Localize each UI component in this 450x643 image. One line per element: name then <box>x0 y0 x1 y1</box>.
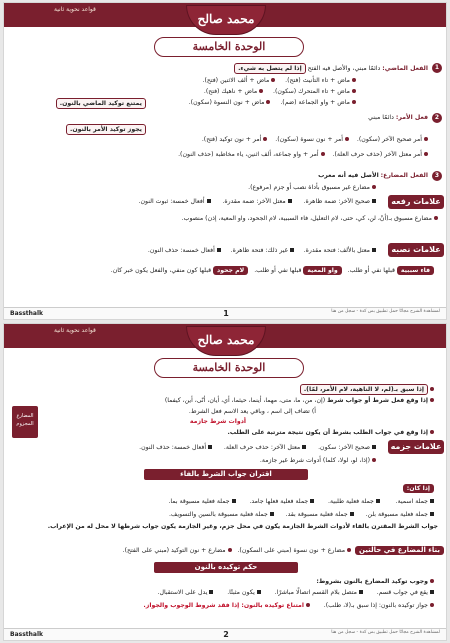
bullet-icon <box>430 387 434 391</box>
rule-row <box>10 484 434 493</box>
rule-row <box>10 456 376 465</box>
bullet-icon <box>306 603 310 607</box>
rule-row <box>10 407 316 416</box>
square-icon <box>372 199 376 203</box>
rule-row <box>10 510 434 519</box>
square-icon <box>232 499 236 503</box>
bullet-icon <box>424 152 428 156</box>
rule-item: متصل بلام القسم اتصالًا مباشرًا. <box>274 589 357 596</box>
present-tense-heading <box>10 171 428 180</box>
rule-item: ماض + تاء المتحرك (سكون). <box>273 88 350 95</box>
imperative-label: فعل الأمر: <box>395 114 428 121</box>
rule-item: إذا سبق بـ(لم، لا الناهية، لام الأمر، لمّا). <box>300 384 428 395</box>
footer-note: لمشاهدة الشرح مجانًا حمل تطبيق بس كدة - سجل من هنا <box>331 309 440 314</box>
rule-row <box>10 384 434 395</box>
bullet-icon <box>430 603 434 607</box>
rule-row <box>10 124 146 135</box>
rule-item: أمر صحيح الآخر (سكون). <box>356 136 422 143</box>
rule-item: إذا وقع في جواب الطلب بشرط أن يكون نتيجة مترتبة على الطلب. <box>227 429 428 436</box>
rule-item: أمر + واو جماعة، ألف اثنين، ياء مخاطبة (حذف النون). <box>178 151 319 158</box>
rule-item: جواز توكيده بالنون: إذا سبق بـ(لا، طلب). <box>323 602 428 609</box>
rule-item: (إذا، لو، لولا، كلما) أدوات شرط غير جازمة. <box>259 457 370 464</box>
rule-item: أفعال خمسة: حذف النون. <box>139 444 207 451</box>
rule-row <box>10 98 146 109</box>
square-icon <box>376 499 380 503</box>
rule-item: أمر معتل الآخر (حذف حرف العلة). <box>332 151 422 158</box>
bullet-icon <box>372 185 376 189</box>
imperative-rule: دائمًا مبني <box>368 114 394 121</box>
particle-tag: واو المعية <box>303 266 341 275</box>
rule-row <box>10 588 434 597</box>
jazm-heading: علامات جزمه <box>388 440 444 454</box>
section-number: 3 <box>432 171 442 181</box>
imperative-heading <box>10 113 428 122</box>
rule-row <box>10 135 428 144</box>
bullet-icon <box>372 458 376 462</box>
rule-row <box>10 428 434 437</box>
page-2 <box>3 323 447 641</box>
author-logo: محمد صالح <box>186 5 266 35</box>
square-icon <box>217 248 221 252</box>
bullet-icon <box>228 548 232 552</box>
rule-row <box>10 87 356 96</box>
page-footer <box>4 628 446 640</box>
bullet-icon <box>352 89 356 93</box>
page-footer <box>4 307 446 319</box>
bina-heading: بناء المضارع في حالتين <box>355 546 444 555</box>
page-number: 1 <box>223 309 229 318</box>
unit-title: الوحدة الخامسة <box>154 37 304 57</box>
rule-item: معتل بالألف: فتحة مقدرة. <box>303 247 370 254</box>
rule-item: جملة فعلية مسبوقة بما. <box>168 498 230 505</box>
rule-item: أفعال خمسة: ثبوت النون. <box>138 198 205 205</box>
bullet-icon <box>430 430 434 434</box>
rule-item: أمر + نون توكيد (فتح). <box>201 136 262 143</box>
rule-item: ماض + تاء التأنيث (فتح). <box>285 77 350 84</box>
rule-item: ماض + ألف الاثنين (فتح). <box>202 77 270 84</box>
bullet-icon <box>266 100 270 104</box>
rule-item: جملة فعلية مسبوقة بقد. <box>285 511 348 518</box>
rule-item: معتل الآخر: ضمة مقدرة. <box>222 198 286 205</box>
bullet-icon <box>430 398 434 402</box>
rule-row <box>10 497 434 506</box>
rule-row <box>10 183 376 192</box>
brand-logo: Bassthalk <box>10 631 43 638</box>
rule-row <box>10 197 376 206</box>
rule-item: جملة فعلية مسبوقة بلن. <box>365 511 428 518</box>
rule-item: صحيح الآخر: سكون. <box>318 444 370 451</box>
banner-text: قواعد نحوية ثانية <box>54 327 96 334</box>
past-tense-heading <box>10 63 428 74</box>
rule-item: معتل الآخر: حذف حرف العلة. <box>223 444 301 451</box>
particle-note: قبلها نفي أو طلب. <box>254 267 302 274</box>
jussive-badge: المضارع المجزوم <box>12 406 38 438</box>
present-tense-label: الفعل المضارع: <box>380 172 428 179</box>
rule-item: ماض + ناهيك (فتح). <box>203 88 258 95</box>
rule-row <box>10 577 434 586</box>
bullet-icon <box>321 152 325 156</box>
square-icon <box>372 248 376 252</box>
past-emphasis-note: يمتنع توكيد الماضي بالنون. <box>56 98 146 109</box>
conditional-tag: أدوات شرط جازمة <box>189 418 246 425</box>
rule-row <box>10 396 434 405</box>
rule-item: يكون مثبتًا. <box>227 589 255 596</box>
section-number: 2 <box>432 113 442 123</box>
unit-title: الوحدة الخامسة <box>154 358 304 378</box>
rule-item: صحيح الآخر: ضمة ظاهرة. <box>303 198 370 205</box>
rule-row <box>10 546 444 555</box>
rule-item: مضارع مسبوق بـ(أنْ، لن، كي، حتى، لام التعليل، فاء السببية، لام الجحود، واو المعية، إذن) منصوب. <box>181 215 432 222</box>
rule-item: مضارع + نون نسوة (مبني على السكون). <box>237 547 346 554</box>
rule-item: ماض + نون النسوة (سكون). <box>188 99 265 106</box>
rule-item: جواب الشرط المقترن بالفاء لأدوات الشرط الجازمة يكون في محل جزم، وغير الجازمة يكون جواب شرطها لا محل له من الإعراب. <box>47 523 438 530</box>
square-icon <box>288 199 292 203</box>
author-logo: محمد صالح <box>186 326 266 356</box>
section-number: 1 <box>432 63 442 73</box>
rule-row <box>10 601 434 610</box>
bullet-icon <box>263 137 267 141</box>
rule-item: جملة فعلية طلبية. <box>328 498 374 505</box>
brand-logo: Bassthalk <box>10 310 43 317</box>
square-icon <box>350 512 354 516</box>
rule-item: أمر + نون نسوة (سكون). <box>275 136 344 143</box>
rule-row <box>8 215 438 223</box>
raf-heading: علامات رفعه <box>388 195 444 209</box>
tawkid-heading: حكم توكيده بالنون <box>154 562 298 573</box>
particle-note: قبلها كون منفي، والفعل يكون خبر كان. <box>110 267 212 274</box>
present-tense-rule: الأصل فيه أنه معرب <box>318 172 379 179</box>
particle-tag: لام جحود <box>213 266 248 275</box>
rule-item: جملة فعلية مسبوقة بالسين والتسويف. <box>168 511 268 518</box>
square-icon <box>359 590 363 594</box>
particle-note: قبلها نفي أو طلب. <box>347 267 395 274</box>
square-icon <box>209 590 213 594</box>
rule-item: جملة فعلية فعلها جامد. <box>249 498 309 505</box>
past-tense-note: إذا لم يتصل به شيء. <box>234 63 306 74</box>
rule-row <box>10 417 246 426</box>
fa-heading: اقتران جواب الشرط بالفاء <box>144 469 308 480</box>
past-tense-label: الفعل الماضي: <box>382 65 428 72</box>
rule-item: وجوب توكيد المضارع بالنون بشروط: <box>316 578 428 585</box>
bullet-icon <box>352 100 356 104</box>
rule-item: ماض + واو الجماعة (ضم). <box>280 99 350 106</box>
bullet-icon <box>424 137 428 141</box>
page-number: 2 <box>223 630 229 639</box>
bullet-icon <box>347 548 351 552</box>
rule-item: يقع في جواب قسم. <box>376 589 428 596</box>
square-icon <box>310 499 314 503</box>
bullet-icon <box>345 137 349 141</box>
square-icon <box>430 590 434 594</box>
rule-row <box>10 246 376 255</box>
square-icon <box>430 499 434 503</box>
square-icon <box>207 199 211 203</box>
rule-item: غير ذلك: فتحة ظاهرة. <box>230 247 288 254</box>
square-icon <box>290 248 294 252</box>
conditional-particles: (إن، من، ما، متى، مهما، أينما، حيثما، أي، أيان، أنّى، أين، كيفما) <box>164 397 326 404</box>
rule-item: إذا وقع فعل شرط أو جواب شرط <box>327 397 428 404</box>
bullet-icon <box>271 78 275 82</box>
square-icon <box>302 445 306 449</box>
rule-item: يدل على الاستقبال. <box>157 589 208 596</box>
square-icon <box>208 445 212 449</box>
particle-tag: فاء سببية <box>397 266 434 275</box>
square-icon <box>372 445 376 449</box>
bullet-icon <box>352 78 356 82</box>
rule-item: أفعال خمسة: حذف النون. <box>147 247 215 254</box>
banner-text: قواعد نحوية ثانية <box>54 6 96 13</box>
rule-row <box>8 523 438 531</box>
past-tense-rule: دائمًا مبني، والأصل فيه الفتح <box>307 65 381 72</box>
rule-item: مضارع غير مسبوق بأداة نصب أو جزم (مرفوع). <box>248 184 370 191</box>
page-1 <box>3 2 447 320</box>
square-icon <box>257 590 261 594</box>
rule-item: أ) تضاف إلى اسم ، وباقي يعد الاسم فعل الشرط. <box>188 408 316 415</box>
particle-row <box>10 266 434 275</box>
rule-item: جملة اسمية. <box>395 498 428 505</box>
rule-row <box>10 443 376 452</box>
rule-item: امتناع توكيده بالنون: إذا فقد شروط الوجوب والجواز. <box>143 602 304 609</box>
bullet-icon <box>430 579 434 583</box>
bullet-icon <box>434 216 438 220</box>
rule-item: مضارع + نون التوكيد (مبني على الفتح). <box>122 547 226 554</box>
rule-row <box>10 150 428 159</box>
square-icon <box>270 512 274 516</box>
bullet-icon <box>259 89 263 93</box>
imperative-emphasis-note: يجوز توكيد الأمر بالنون. <box>66 124 146 135</box>
nasb-heading: علامات نصبه <box>388 243 444 257</box>
footer-note: لمشاهدة الشرح مجانًا حمل تطبيق بس كدة - سجل من هنا <box>331 630 440 635</box>
rule-row <box>10 76 356 85</box>
if-heading: إذا كان: <box>403 484 434 493</box>
square-icon <box>430 512 434 516</box>
